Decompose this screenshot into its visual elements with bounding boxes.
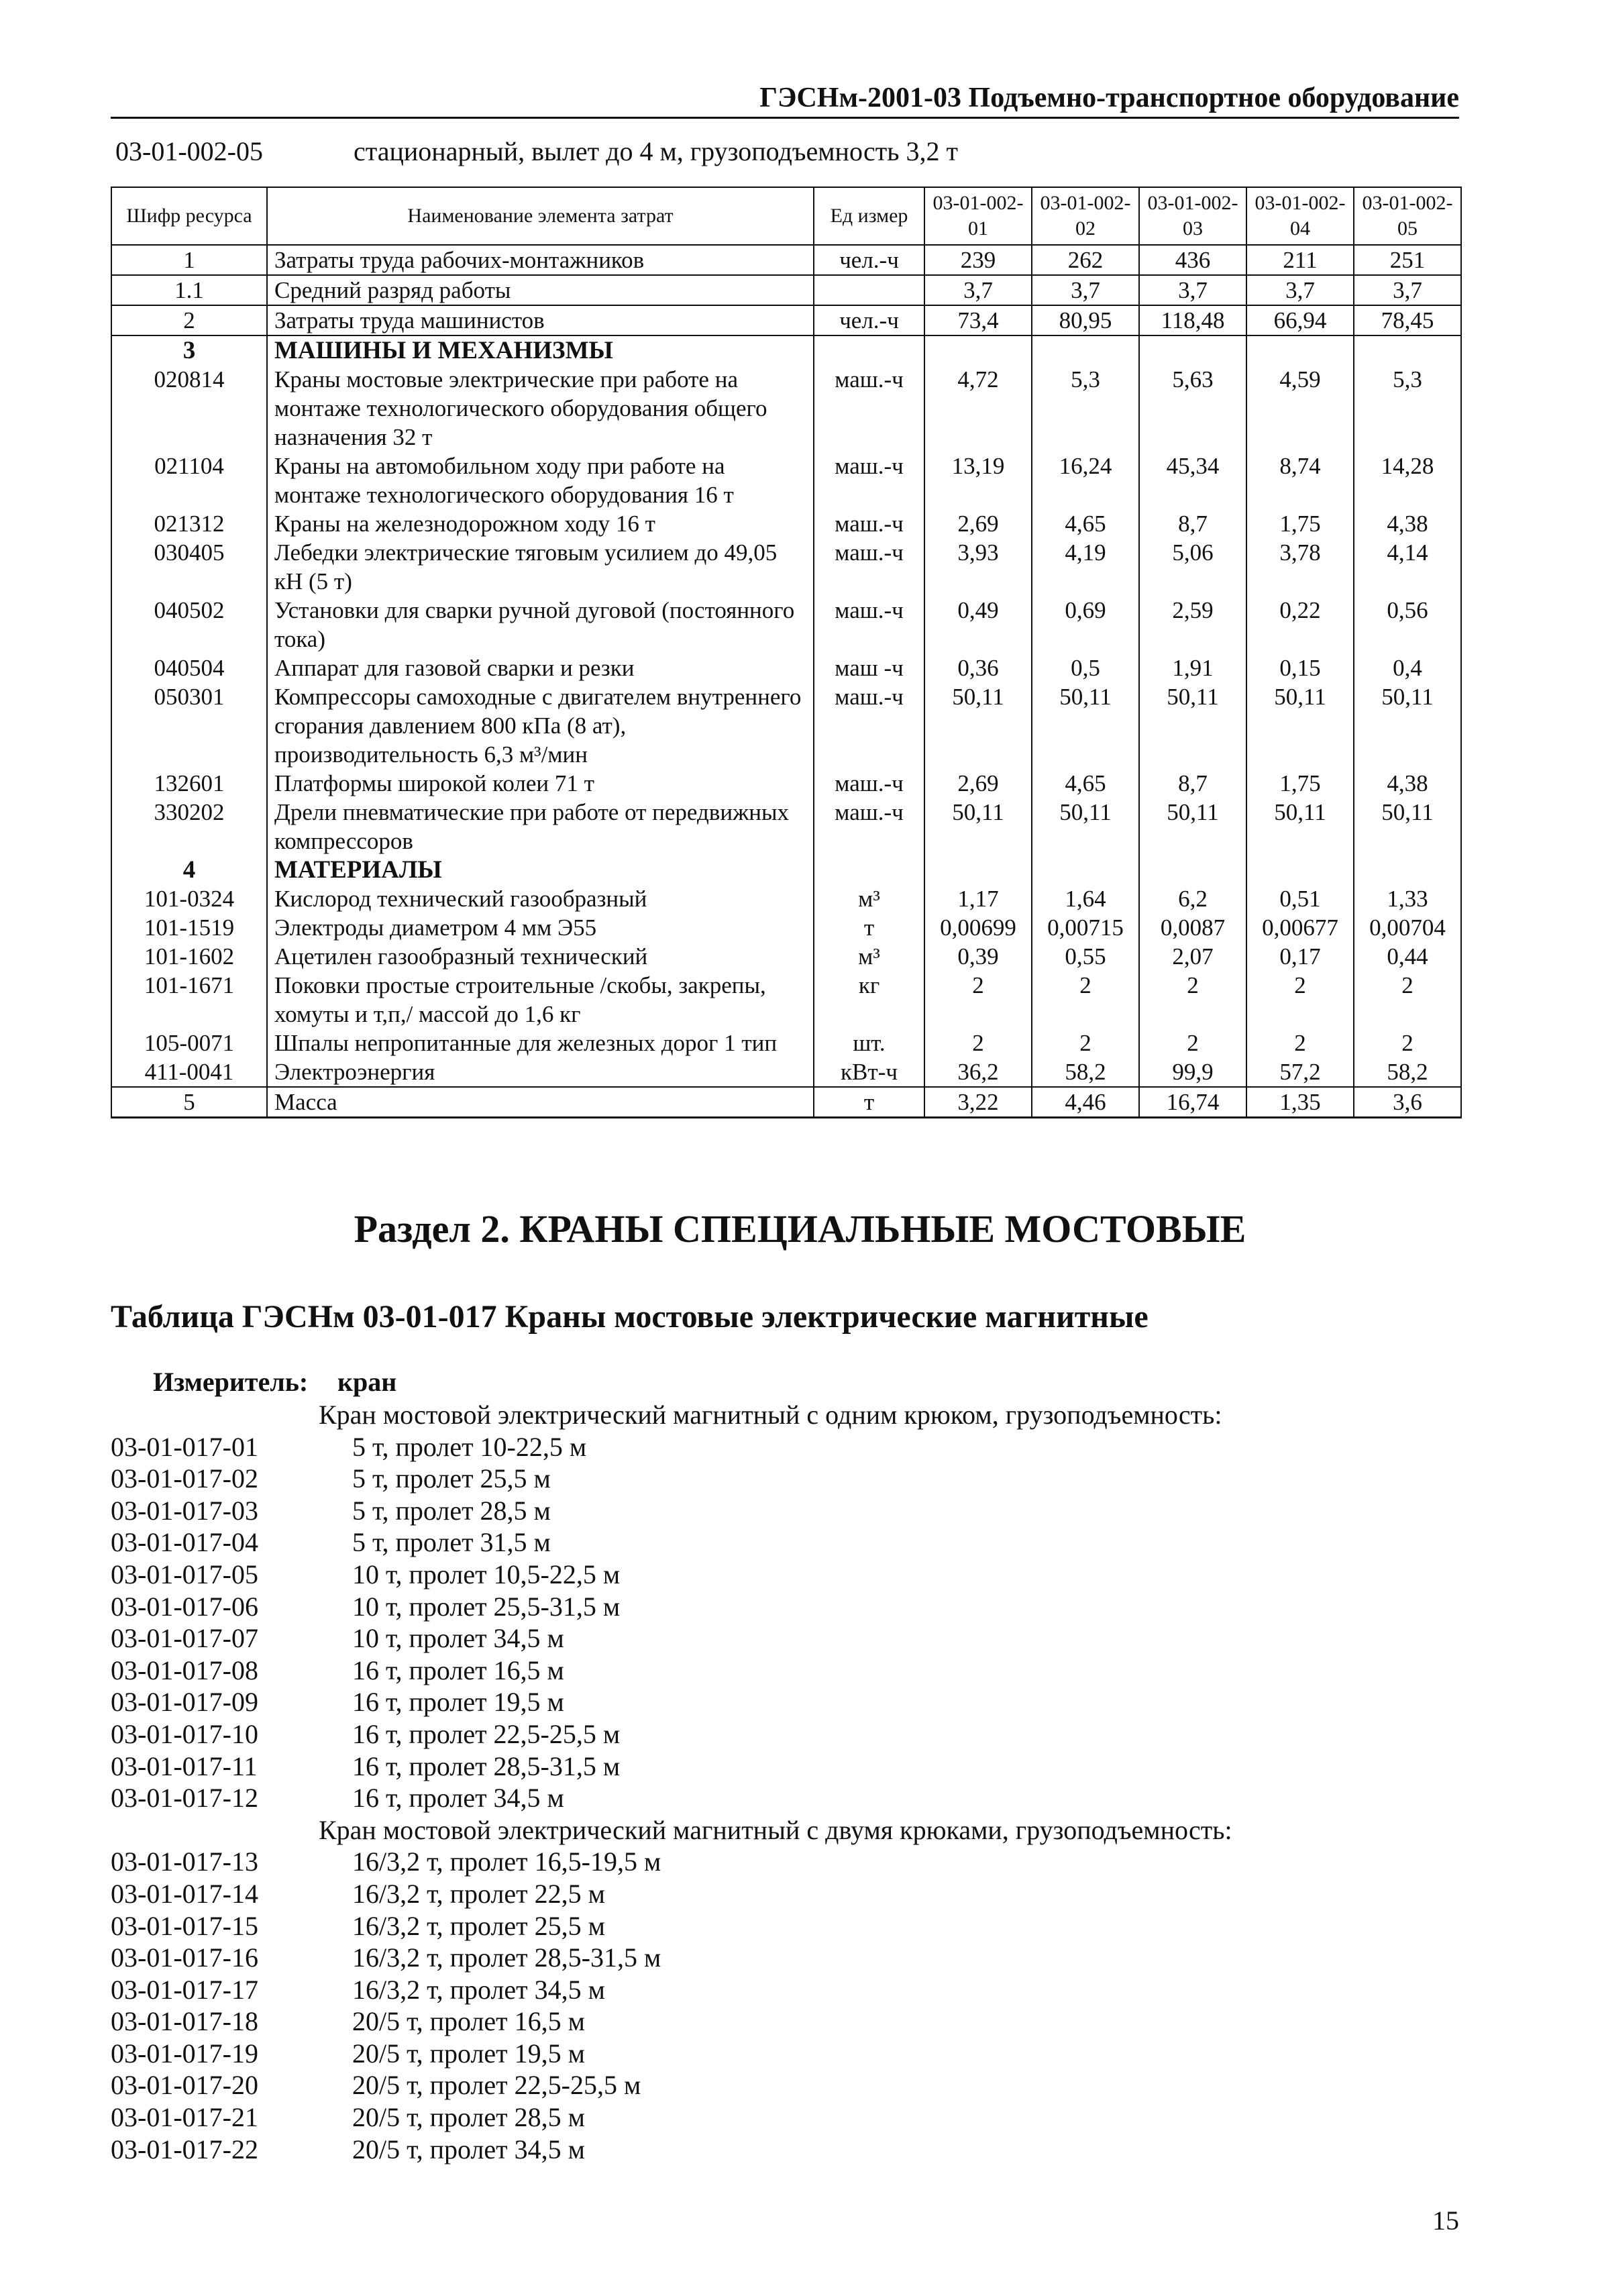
value-cell: 4,72 — [924, 365, 1032, 452]
list-item — [111, 1431, 1466, 1463]
value-cell: 1,64 — [1032, 884, 1139, 913]
value-cell: 0,69 — [1032, 596, 1139, 654]
column-header: 03-01-002-03 — [1139, 187, 1246, 245]
resource-name-cell: Кислород технический газообразный — [267, 884, 814, 913]
resource-code-cell: 021104 — [111, 452, 267, 509]
table-row — [111, 682, 1461, 769]
value-cell: 8,7 — [1139, 769, 1246, 798]
list-group-header — [111, 1814, 1466, 1846]
value-cell: 14,28 — [1354, 452, 1461, 509]
list-item-text: 5 т, пролет 25,5 м — [352, 1463, 551, 1494]
list-item — [111, 2038, 1466, 2070]
resource-code-cell: 3 — [111, 335, 267, 365]
list-item-text: 16 т, пролет 16,5 м — [352, 1655, 564, 1685]
table-row — [111, 245, 1461, 275]
unit-cell: маш.-ч — [814, 682, 924, 769]
value-cell: 50,11 — [1032, 682, 1139, 769]
list-item-code: 03-01-017-02 — [111, 1463, 258, 1494]
value-cell: 50,11 — [1354, 682, 1461, 769]
value-cell: 0,39 — [924, 942, 1032, 971]
resource-name-cell: Краны на железнодорожном ходу 16 т — [267, 509, 814, 538]
unit-cell: т — [814, 1087, 924, 1118]
resource-name-cell: Лебедки электрические тяговым усилием до 49,05 кН (5 т) — [267, 538, 814, 596]
list-item-code: 03-01-017-14 — [111, 1878, 258, 1909]
value-cell: 13,19 — [924, 452, 1032, 509]
resource-name-cell: Поковки простые строительные /скобы, закрепы, хомуты и т,п,/ массой до 1,6 кг — [267, 971, 814, 1029]
list-item-code: 03-01-017-17 — [111, 1974, 258, 2005]
value-cell: 6,2 — [1139, 884, 1246, 913]
value-cell — [1354, 335, 1461, 365]
list-item-code: 03-01-017-19 — [111, 2038, 258, 2069]
list-item-code: 03-01-017-03 — [111, 1495, 258, 1526]
list-item — [111, 1782, 1466, 1814]
resource-code-cell: 105-0071 — [111, 1029, 267, 1057]
resource-code-cell: 4 — [111, 855, 267, 884]
resource-name-cell: Шпалы непропитанные для железных дорог 1 тип — [267, 1029, 814, 1057]
table-row — [111, 798, 1461, 855]
resource-name-cell: Электроэнергия — [267, 1057, 814, 1087]
table-row — [111, 942, 1461, 971]
value-cell: 8,74 — [1246, 452, 1354, 509]
value-cell: 4,65 — [1032, 509, 1139, 538]
value-cell — [1032, 855, 1139, 884]
value-cell: 16,74 — [1139, 1087, 1246, 1118]
table-row — [111, 769, 1461, 798]
value-cell: 3,78 — [1246, 538, 1354, 596]
list-item-code: 03-01-017-18 — [111, 2006, 258, 2037]
resource-table — [111, 187, 1462, 1118]
value-cell: 0,00677 — [1246, 913, 1354, 942]
value-cell — [1354, 855, 1461, 884]
unit-cell — [814, 855, 924, 884]
unit-cell — [814, 335, 924, 365]
list-item-text: 10 т, пролет 10,5-22,5 м — [352, 1559, 621, 1589]
resource-code-cell: 101-0324 — [111, 884, 267, 913]
list-item-text: 10 т, пролет 34,5 м — [352, 1623, 564, 1654]
value-cell: 0,00715 — [1032, 913, 1139, 942]
list-item-text: 16/3,2 т, пролет 16,5-19,5 м — [352, 1846, 661, 1877]
unit-cell: чел.-ч — [814, 305, 924, 335]
value-cell: 2 — [1354, 1029, 1461, 1057]
value-cell: 3,6 — [1354, 1087, 1461, 1118]
list-item-code: 03-01-017-16 — [111, 1942, 258, 1973]
list-item-text: 16/3,2 т, пролет 34,5 м — [352, 1974, 605, 2005]
value-cell: 2,59 — [1139, 596, 1246, 654]
value-cell: 50,11 — [1032, 798, 1139, 855]
list-item — [111, 1526, 1466, 1559]
resource-code-cell: 101-1671 — [111, 971, 267, 1029]
value-cell: 99,9 — [1139, 1057, 1246, 1087]
table-row — [111, 509, 1461, 538]
unit-cell: маш.-ч — [814, 452, 924, 509]
resource-code-cell: 021312 — [111, 509, 267, 538]
value-cell: 8,7 — [1139, 509, 1246, 538]
value-cell: 0,0087 — [1139, 913, 1246, 942]
value-cell: 0,56 — [1354, 596, 1461, 654]
resource-name-cell: Аппарат для газовой сварки и резки — [267, 654, 814, 682]
value-cell: 0,51 — [1246, 884, 1354, 913]
resource-name-cell: Затраты труда рабочих-монтажников — [267, 245, 814, 275]
value-cell: 5,3 — [1032, 365, 1139, 452]
value-cell — [1246, 855, 1354, 884]
unit-cell: маш -ч — [814, 654, 924, 682]
list-item-code: 03-01-017-08 — [111, 1655, 258, 1685]
value-cell: 0,55 — [1032, 942, 1139, 971]
value-cell: 0,49 — [924, 596, 1032, 654]
table-row — [111, 365, 1461, 452]
value-cell: 2 — [1139, 971, 1246, 1029]
list-item-text: 16 т, пролет 19,5 м — [352, 1687, 564, 1718]
value-cell: 118,48 — [1139, 305, 1246, 335]
list-item — [111, 1655, 1466, 1687]
resource-code-cell: 101-1602 — [111, 942, 267, 971]
section-title: Раздел 2. КРАНЫ СПЕЦИАЛЬНЫЕ МОСТОВЫЕ — [354, 1207, 1246, 1251]
list-item-text: 5 т, пролет 31,5 м — [352, 1527, 551, 1558]
table-row — [111, 452, 1461, 509]
value-cell: 50,11 — [1139, 682, 1246, 769]
resource-name-cell: Ацетилен газообразный технический — [267, 942, 814, 971]
unit-cell: шт. — [814, 1029, 924, 1057]
value-cell: 1,17 — [924, 884, 1032, 913]
value-cell: 0,00704 — [1354, 913, 1461, 942]
value-cell: 3,93 — [924, 538, 1032, 596]
list-item-code: 03-01-017-11 — [111, 1751, 258, 1781]
value-cell: 50,11 — [1354, 798, 1461, 855]
table-row — [111, 855, 1461, 884]
table-row — [111, 305, 1461, 335]
value-cell: 50,11 — [924, 682, 1032, 769]
value-cell: 4,14 — [1354, 538, 1461, 596]
value-cell: 2,69 — [924, 769, 1032, 798]
unit-cell: кВт-ч — [814, 1057, 924, 1087]
list-header-text: Кран мостовой электрический магнитный с одним крюком, грузоподъемность: — [319, 1400, 1222, 1430]
value-cell: 50,11 — [1246, 682, 1354, 769]
value-cell: 0,4 — [1354, 654, 1461, 682]
list-item-text: 16/3,2 т, пролет 22,5 м — [352, 1878, 605, 1909]
resource-name-cell: Краны мостовые электрические при работе на монтаже технологического оборудования общего назначения 32 т — [267, 365, 814, 452]
list-item-text: 16/3,2 т, пролет 25,5 м — [352, 1910, 605, 1941]
value-cell: 3,7 — [924, 275, 1032, 305]
table-header-row — [111, 187, 1461, 245]
list-item-code: 03-01-017-01 — [111, 1431, 258, 1462]
value-cell: 2 — [924, 1029, 1032, 1057]
list-item-code: 03-01-017-04 — [111, 1527, 258, 1558]
list-item-code: 03-01-017-10 — [111, 1718, 258, 1749]
unit-cell: чел.-ч — [814, 245, 924, 275]
unit-cell — [814, 275, 924, 305]
list-item-code: 03-01-017-06 — [111, 1591, 258, 1622]
table-body — [111, 245, 1461, 1118]
column-header: Ед измер — [814, 187, 924, 245]
item-list — [111, 1399, 1466, 2165]
value-cell: 45,34 — [1139, 452, 1246, 509]
measure-value: кран — [337, 1367, 397, 1397]
list-item-text: 20/5 т, пролет 22,5-25,5 м — [352, 2070, 641, 2101]
measure-label: Измеритель: — [153, 1367, 309, 1397]
list-item — [111, 2101, 1466, 2134]
value-cell: 58,2 — [1354, 1057, 1461, 1087]
unit-cell: маш.-ч — [814, 769, 924, 798]
value-cell: 1,91 — [1139, 654, 1246, 682]
resource-name-cell: Компрессоры самоходные с двигателем внутреннего сгорания давлением 800 кПа (8 ат), производительность 6,3 м³/мин — [267, 682, 814, 769]
subheader-text: стационарный, вылет до 4 м, грузоподъемность 3,2 т — [354, 136, 958, 166]
table-row — [111, 913, 1461, 942]
subheader-code: 03-01-002-05 — [115, 136, 263, 166]
list-item — [111, 1686, 1466, 1718]
value-cell: 36,2 — [924, 1057, 1032, 1087]
list-item-code: 03-01-017-21 — [111, 2102, 258, 2133]
resource-name-cell: МАШИНЫ И МЕХАНИЗМЫ — [267, 335, 814, 365]
value-cell: 80,95 — [1032, 305, 1139, 335]
value-cell: 3,7 — [1354, 275, 1461, 305]
list-item — [111, 1751, 1466, 1783]
list-item-text: 20/5 т, пролет 16,5 м — [352, 2006, 585, 2037]
list-item — [111, 1591, 1466, 1623]
resource-code-cell: 101-1519 — [111, 913, 267, 942]
value-cell: 4,65 — [1032, 769, 1139, 798]
list-item — [111, 1559, 1466, 1591]
resource-name-cell: Электроды диаметром 4 мм Э55 — [267, 913, 814, 942]
unit-cell: маш.-ч — [814, 538, 924, 596]
value-cell: 3,22 — [924, 1087, 1032, 1118]
value-cell: 251 — [1354, 245, 1461, 275]
value-cell: 239 — [924, 245, 1032, 275]
list-item-text: 20/5 т, пролет 19,5 м — [352, 2038, 585, 2069]
value-cell: 5,63 — [1139, 365, 1246, 452]
column-header: Шифр ресурса — [111, 187, 267, 245]
list-item — [111, 2069, 1466, 2101]
table-row — [111, 654, 1461, 682]
list-item-code: 03-01-017-22 — [111, 2134, 258, 2164]
list-item-code: 03-01-017-09 — [111, 1687, 258, 1718]
value-cell — [1032, 335, 1139, 365]
value-cell: 50,11 — [924, 798, 1032, 855]
unit-cell: м³ — [814, 884, 924, 913]
unit-cell: маш.-ч — [814, 365, 924, 452]
list-item — [111, 2005, 1466, 2038]
list-item-text: 16 т, пролет 22,5-25,5 м — [352, 1718, 621, 1749]
value-cell: 2 — [1246, 971, 1354, 1029]
value-cell: 0,36 — [924, 654, 1032, 682]
list-item-code: 03-01-017-15 — [111, 1910, 258, 1941]
value-cell: 1,75 — [1246, 509, 1354, 538]
list-item — [111, 1942, 1466, 1974]
value-cell: 1,35 — [1246, 1087, 1354, 1118]
value-cell: 1,33 — [1354, 884, 1461, 913]
resource-code-cell: 040504 — [111, 654, 267, 682]
resource-code-cell: 5 — [111, 1087, 267, 1118]
resource-code-cell: 030405 — [111, 538, 267, 596]
value-cell: 2,69 — [924, 509, 1032, 538]
value-cell: 73,4 — [924, 305, 1032, 335]
value-cell: 0,44 — [1354, 942, 1461, 971]
value-cell: 4,19 — [1032, 538, 1139, 596]
resource-name-cell: Краны на автомобильном ходу при работе на монтаже технологического оборудования 16 т — [267, 452, 814, 509]
resource-code-cell: 040502 — [111, 596, 267, 654]
value-cell: 0,00699 — [924, 913, 1032, 942]
table-row — [111, 971, 1461, 1029]
list-item — [111, 1910, 1466, 1942]
value-cell: 4,46 — [1032, 1087, 1139, 1118]
value-cell — [924, 855, 1032, 884]
list-group-header — [111, 1399, 1466, 1431]
list-item-text: 16 т, пролет 28,5-31,5 м — [352, 1751, 621, 1781]
table-row — [111, 275, 1461, 305]
resource-name-cell: Затраты труда машинистов — [267, 305, 814, 335]
resource-name-cell: Платформы широкой колеи 71 т — [267, 769, 814, 798]
unit-cell: м³ — [814, 942, 924, 971]
value-cell: 3,7 — [1139, 275, 1246, 305]
resource-name-cell: МАТЕРИАЛЫ — [267, 855, 814, 884]
unit-cell: кг — [814, 971, 924, 1029]
unit-cell: маш.-ч — [814, 596, 924, 654]
value-cell: 2 — [924, 971, 1032, 1029]
table-row — [111, 538, 1461, 596]
list-item-text: 5 т, пролет 28,5 м — [352, 1495, 551, 1526]
list-item — [111, 1622, 1466, 1655]
value-cell: 262 — [1032, 245, 1139, 275]
page-header: ГЭСНм-2001-03 Подъемно-транспортное оборудование — [111, 79, 1459, 119]
unit-cell: т — [814, 913, 924, 942]
list-item — [111, 1463, 1466, 1495]
unit-cell: маш.-ч — [814, 798, 924, 855]
value-cell: 2 — [1032, 1029, 1139, 1057]
subheader — [115, 134, 958, 169]
list-item — [111, 1974, 1466, 2006]
unit-cell: маш.-ч — [814, 509, 924, 538]
table-row — [111, 884, 1461, 913]
column-header: 03-01-002-05 — [1354, 187, 1461, 245]
value-cell — [1139, 855, 1246, 884]
value-cell: 4,38 — [1354, 509, 1461, 538]
list-item — [111, 2134, 1466, 2166]
resource-name-cell: Масса — [267, 1087, 814, 1118]
value-cell: 57,2 — [1246, 1057, 1354, 1087]
value-cell: 1,75 — [1246, 769, 1354, 798]
resource-code-cell: 1.1 — [111, 275, 267, 305]
list-item-code: 03-01-017-13 — [111, 1846, 258, 1877]
page-number: 15 — [1432, 2205, 1459, 2236]
value-cell: 50,11 — [1246, 798, 1354, 855]
list-item-text: 20/5 т, пролет 28,5 м — [352, 2102, 585, 2133]
value-cell: 50,11 — [1139, 798, 1246, 855]
value-cell: 0,5 — [1032, 654, 1139, 682]
value-cell: 2 — [1354, 971, 1461, 1029]
list-item — [111, 1878, 1466, 1910]
resource-code-cell: 1 — [111, 245, 267, 275]
list-item-code: 03-01-017-05 — [111, 1559, 258, 1589]
value-cell: 5,3 — [1354, 365, 1461, 452]
column-header: 03-01-002-04 — [1246, 187, 1354, 245]
column-header: Наименование элемента затрат — [267, 187, 814, 245]
resource-code-cell: 050301 — [111, 682, 267, 769]
value-cell: 2 — [1032, 971, 1139, 1029]
resource-name-cell: Установки для сварки ручной дуговой (постоянного тока) — [267, 596, 814, 654]
table-row — [111, 1029, 1461, 1057]
list-header-text: Кран мостовой электрический магнитный с двумя крюками, грузоподъемность: — [319, 1814, 1232, 1845]
resource-code-cell: 132601 — [111, 769, 267, 798]
list-item-text: 10 т, пролет 25,5-31,5 м — [352, 1591, 621, 1622]
list-item — [111, 1846, 1466, 1878]
value-cell: 2 — [1139, 1029, 1246, 1057]
column-header: 03-01-002-01 — [924, 187, 1032, 245]
resource-code-cell: 330202 — [111, 798, 267, 855]
value-cell: 436 — [1139, 245, 1246, 275]
table-row — [111, 335, 1461, 365]
list-item — [111, 1718, 1466, 1751]
list-item-text: 16/3,2 т, пролет 28,5-31,5 м — [352, 1942, 661, 1973]
value-cell: 78,45 — [1354, 305, 1461, 335]
list-item-text: 5 т, пролет 10-22,5 м — [352, 1431, 587, 1462]
list-item-text: 16 т, пролет 34,5 м — [352, 1783, 564, 1814]
value-cell: 4,38 — [1354, 769, 1461, 798]
list-item-text: 20/5 т, пролет 34,5 м — [352, 2134, 585, 2164]
value-cell: 2 — [1246, 1029, 1354, 1057]
value-cell: 0,17 — [1246, 942, 1354, 971]
value-cell: 58,2 — [1032, 1057, 1139, 1087]
list-item-code: 03-01-017-12 — [111, 1783, 258, 1814]
table-title: Таблица ГЭСНм 03-01-017 Краны мостовые электрические магнитные — [111, 1299, 1149, 1335]
value-cell: 66,94 — [1246, 305, 1354, 335]
resource-code-cell: 2 — [111, 305, 267, 335]
table-row — [111, 1057, 1461, 1087]
value-cell: 3,7 — [1032, 275, 1139, 305]
value-cell: 0,22 — [1246, 596, 1354, 654]
value-cell — [924, 335, 1032, 365]
value-cell: 0,15 — [1246, 654, 1354, 682]
resource-code-cell: 020814 — [111, 365, 267, 452]
resource-name-cell: Средний разряд работы — [267, 275, 814, 305]
list-item — [111, 1495, 1466, 1527]
resource-name-cell: Дрели пневматические при работе от передвижных компрессоров — [267, 798, 814, 855]
value-cell: 2,07 — [1139, 942, 1246, 971]
measure — [153, 1365, 396, 1399]
value-cell: 5,06 — [1139, 538, 1246, 596]
value-cell — [1139, 335, 1246, 365]
value-cell: 16,24 — [1032, 452, 1139, 509]
table-row — [111, 1087, 1461, 1118]
value-cell: 4,59 — [1246, 365, 1354, 452]
list-item-code: 03-01-017-20 — [111, 2070, 258, 2101]
value-cell: 3,7 — [1246, 275, 1354, 305]
value-cell — [1246, 335, 1354, 365]
value-cell: 211 — [1246, 245, 1354, 275]
column-header: 03-01-002-02 — [1032, 187, 1139, 245]
list-item-code: 03-01-017-07 — [111, 1623, 258, 1654]
table-row — [111, 596, 1461, 654]
resource-code-cell: 411-0041 — [111, 1057, 267, 1087]
